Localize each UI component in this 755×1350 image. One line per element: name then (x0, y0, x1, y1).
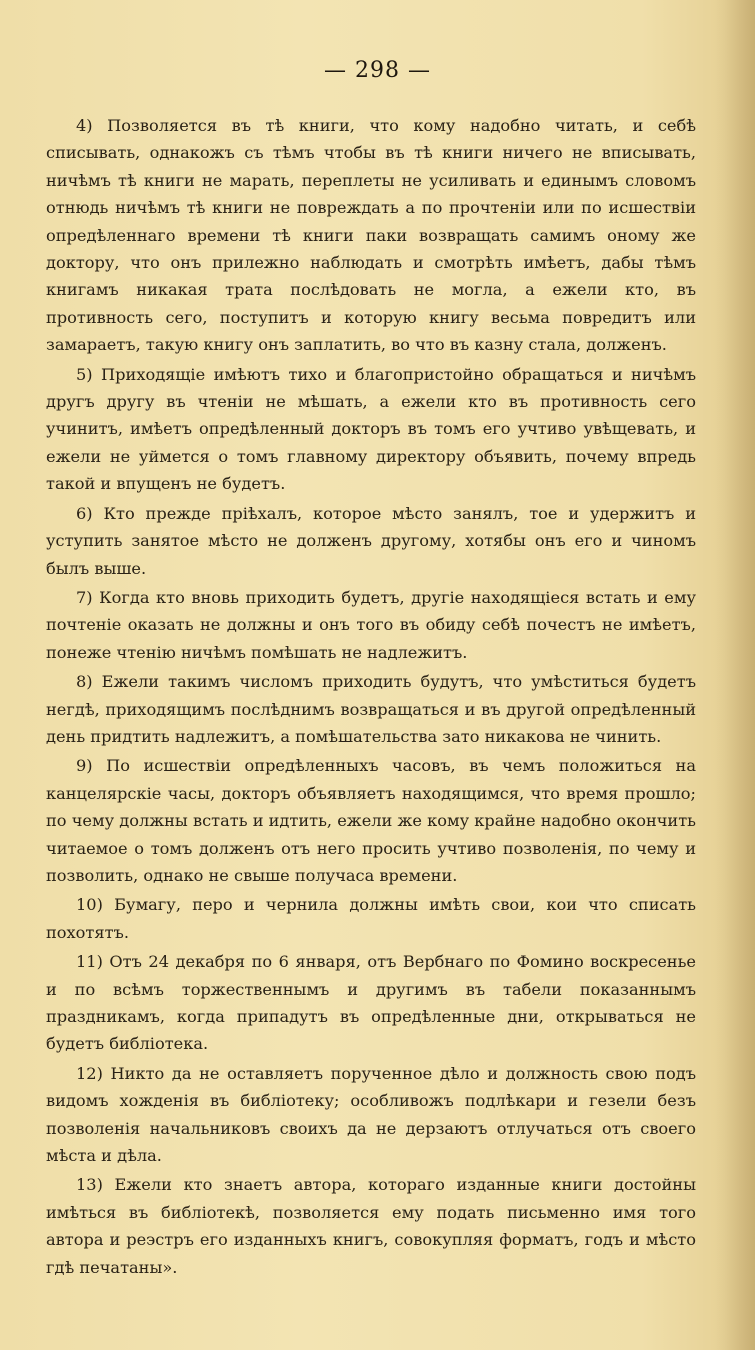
paragraph-item-11: 11) Отъ 24 декабря по 6 января, отъ Вербнаго по Фомино воскресенье и по всѣмъ торжественнымъ и другимъ въ табели показаннымъ праздникамъ, когда припадутъ въ опредѣленные дни, открываться не будетъ библіотека. (46, 952, 696, 1054)
paragraph-item-13: 13) Ежели кто знаетъ автора, котораго изданные книги достойны имѣться въ библіотекѣ, позволяется ему подать письменно имя того автора и реэстръ его изданныхъ книгъ, совокупляя форматъ, годъ и мѣсто гдѣ печатаны». (46, 1175, 696, 1277)
paragraph-item-10: 10) Бумагу, перо и чернила должны имѣть свои, кои что списать похотятъ. (46, 895, 696, 942)
paragraph-item-4: 4) Позволяется въ тѣ книги, что кому надобно читать, и себѣ списывать, однакожъ съ тѣмъ чтобы въ тѣ книги ничего не вписывать, ничѣмъ тѣ книги не марать, переплеты не усиливать и единымъ словомъ отнюдь ничѣмъ тѣ книги не повреждать а по прочтеніи или по исшествіи опредѣленнаго времени тѣ книги паки возвращать самимъ оному же доктору, что онъ прилежно наблюдать и смотрѣть имѣетъ, дабы тѣмъ книгамъ никакая трата послѣдовать не могла, а ежели кто, въ противность сего, поступитъ и которую книгу весьма повредитъ или замараетъ, такую книгу онъ заплатить, во что въ казну стала, долженъ. (46, 116, 696, 355)
paragraph-item-6: 6) Кто прежде пріѣхалъ, которое мѣсто занялъ, тое и удержитъ и уступить занятое мѣсто не долженъ другому, хотябы онъ его и чиномъ былъ выше. (46, 503, 696, 578)
paragraph-item-7: 7) Когда кто вновь приходить будетъ, другіе находящіеся встать и ему почтеніе оказать не должны и онъ того въ обиду себѣ почестъ не имѣетъ, понеже чтенію ничѣмъ помѣшать не надлежитъ. (46, 587, 696, 662)
body-text (46, 112, 696, 1281)
paragraph-item-5: 5) Приходящіе имѣютъ тихо и благопристойно обращаться и ничѣмъ другъ другу въ чтеніи не мѣшать, а ежели кто въ противность сего учинитъ, имѣетъ опредѣленный докторъ въ томъ его учтиво увѣщевать, и ежели не уймется о томъ главному директору объявить, почему впредь такой и впущенъ не будетъ. (46, 364, 696, 494)
paragraph-item-9: 9) По исшествіи опредѣленныхъ часовъ, въ чемъ положиться на канцелярскіе часы, докторъ объявляетъ находящимся, что время прошло; по чему должны встать и идтить, ежели же кому крайне надобно окончить читаемое о томъ долженъ отъ него просить учтиво позволенія, по чему и позволить, однако не свыше получаса времени. (46, 756, 696, 885)
page-edge-shadow (715, 0, 755, 1350)
page-number: — 298 — (324, 58, 431, 83)
paragraph-item-8: 8) Ежели такимъ числомъ приходить будутъ, что умѣститься будетъ негдѣ, приходящимъ послѣднимъ возвращаться и въ другой опредѣленный день придтить надлежитъ, а помѣшательства зато никакова не чинить. (46, 672, 696, 746)
paragraph-item-12: 12) Никто да не оставляетъ порученное дѣло и должность свою подъ видомъ хожденія въ библіотеку; особливожъ подлѣкари и гезели безъ позволенія начальниковъ своихъ да не дерзаютъ отлучаться отъ своего мѣста и дѣла. (46, 1063, 696, 1166)
